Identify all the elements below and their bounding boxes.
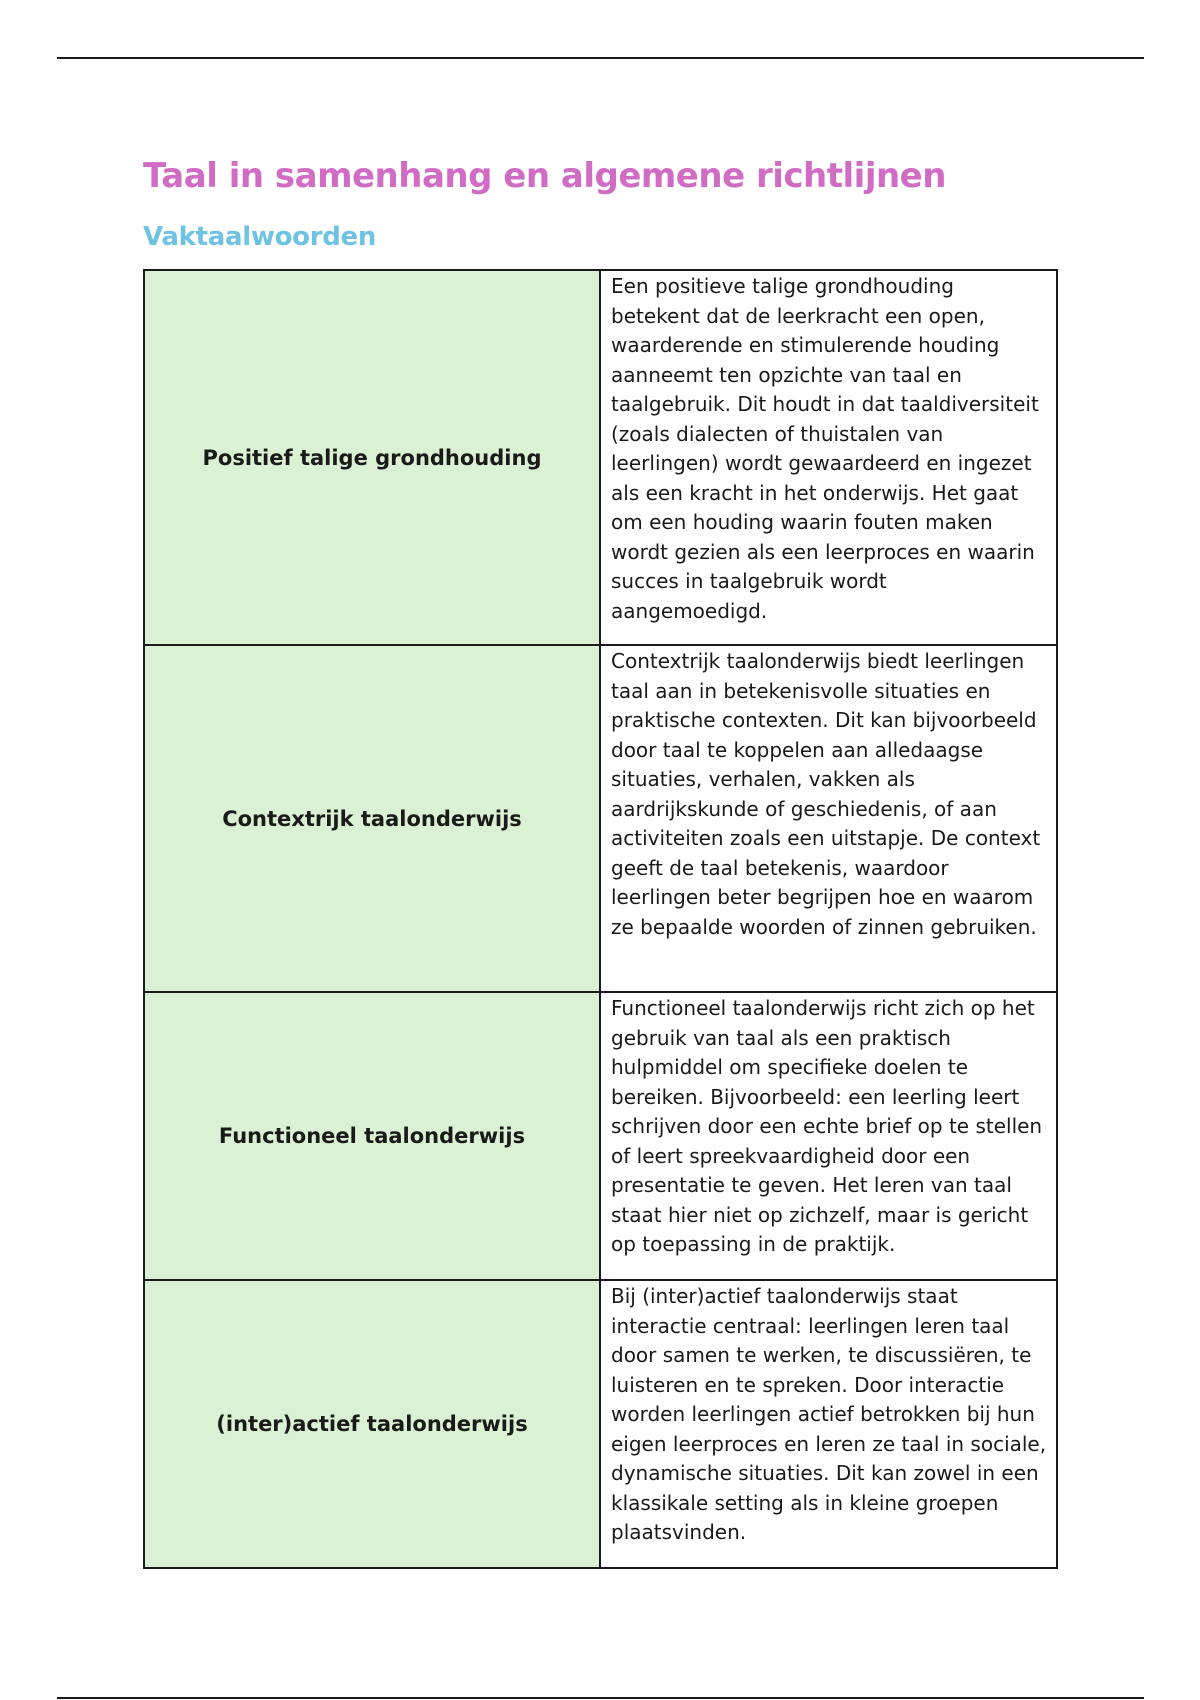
footer-rule xyxy=(57,1697,1144,1699)
definition-cell: Contextrijk taalonderwijs biedt leerlingen taal aan in betekenisvolle situaties en praktische contexten. Dit kan bijvoorbeeld door taal te koppelen aan alledaagse situaties, verhalen, vakken als aardrijkskunde of geschiedenis, of aan activiteiten zoals een uitstapje. De context geeft de taal betekenis, waardoor leerlingen beter begrijpen hoe en waarom ze bepaalde woorden of zinnen gebruiken. xyxy=(600,645,1057,992)
table-row xyxy=(144,992,1057,1280)
table-row xyxy=(144,270,1057,645)
term-cell: Positief talige grondhouding xyxy=(144,270,600,645)
definition-cell: Bij (inter)actief taalonderwijs staat interactie centraal: leerlingen leren taal door samen te werken, te discussiëren, te luisteren en te spreken. Door interactie worden leerlingen actief betrokken bij hun eigen leerproces en leren ze taal in sociale, dynamische situaties. Dit kan zowel in een klassikale setting als in kleine groepen plaatsvinden. xyxy=(600,1280,1057,1568)
section-title: Vaktaalwoorden xyxy=(143,222,377,252)
definition-cell: Een positieve talige grondhouding betekent dat de leerkracht een open, waarderende en stimulerende houding aanneemt ten opzichte van taal en taalgebruik. Dit houdt in dat taaldiversiteit (zoals dialecten of thuistalen van leerlingen) wordt gewaardeerd en ingezet als een kracht in het onderwijs. Het gaat om een houding waarin fouten maken wordt gezien als een leerproces en waarin succes in taalgebruik wordt aangemoedigd. xyxy=(600,270,1057,645)
table-row xyxy=(144,645,1057,992)
term-cell: Functioneel taalonderwijs xyxy=(144,992,600,1280)
term-cell: Contextrijk taalonderwijs xyxy=(144,645,600,992)
term-cell: (inter)actief taalonderwijs xyxy=(144,1280,600,1568)
table-row xyxy=(144,1280,1057,1568)
vocabulary-table xyxy=(143,269,1058,1569)
header-rule xyxy=(57,57,1144,59)
page-title: Taal in samenhang en algemene richtlijnen xyxy=(143,156,946,196)
definition-cell: Functioneel taalonderwijs richt zich op het gebruik van taal als een praktisch hulpmiddel om specifieke doelen te bereiken. Bijvoorbeeld: een leerling leert schrijven door een echte brief op te stellen of leert spreekvaardigheid door een presentatie te geven. Het leren van taal staat hier niet op zichzelf, maar is gericht op toepassing in de praktijk. xyxy=(600,992,1057,1280)
